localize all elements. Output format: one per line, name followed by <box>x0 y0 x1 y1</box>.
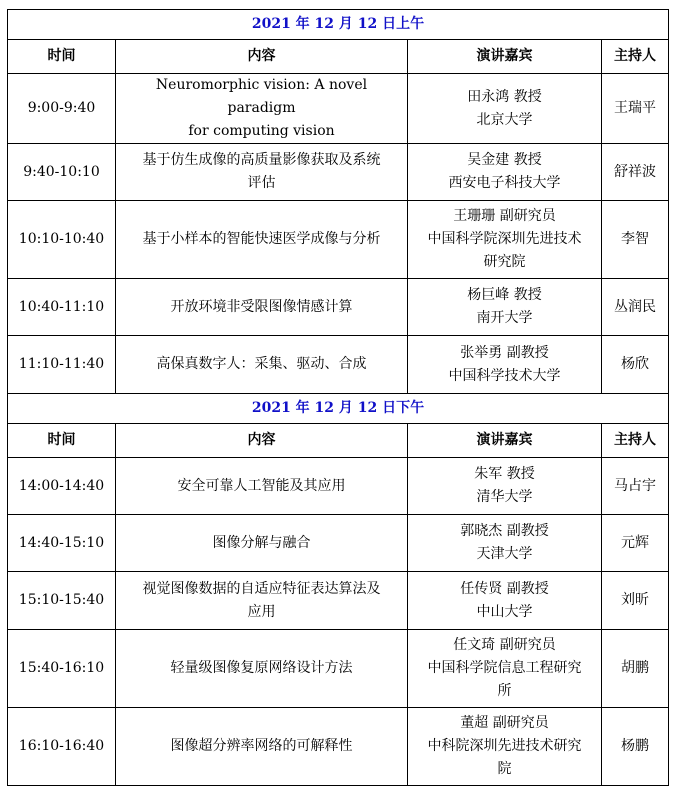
speaker-line: 中国科学技术大学 <box>448 367 561 384</box>
host-cell: 王瑞平 <box>602 74 669 144</box>
table-row <box>8 201 669 279</box>
speaker-cell <box>408 279 602 336</box>
speaker-line: 任文琦 副研究员 <box>453 637 556 653</box>
speaker-line: 天津大学 <box>476 546 533 562</box>
content-line: 开放环境非受限图像情感计算 <box>170 298 353 315</box>
speaker-line: 田永鸿 教授 <box>467 88 542 105</box>
table-row <box>8 279 669 336</box>
table-header-row <box>8 40 669 74</box>
content-cell <box>116 279 408 336</box>
content-line: 图像超分辨率网络的可解释性 <box>170 738 353 754</box>
content-line: for computing vision <box>188 123 335 139</box>
session-title: 2021 年 12 月 12 日上午 <box>8 10 669 40</box>
speaker-cell <box>408 708 602 786</box>
speaker-line: 院 <box>497 761 512 777</box>
content-line: Neuromorphic vision: A novel paradigm <box>155 77 368 116</box>
header-time: 时间 <box>8 40 116 74</box>
content-cell <box>116 630 408 708</box>
content-line: 应用 <box>247 603 276 620</box>
content-cell <box>116 515 408 572</box>
content-line: 图像分解与融合 <box>212 534 311 551</box>
time-cell: 11:10-11:40 <box>8 336 116 394</box>
speaker-cell <box>408 515 602 572</box>
speaker-line: 中国科学院深圳先进技术 <box>427 231 582 247</box>
header-content: 内容 <box>116 424 408 458</box>
content-line: 基于仿生成像的高质量影像获取及系统 <box>142 152 381 168</box>
content-cell <box>116 572 408 630</box>
speaker-line: 中山大学 <box>476 603 533 620</box>
host-cell: 马占宇 <box>602 458 669 515</box>
host-cell: 李智 <box>602 201 669 279</box>
speaker-cell <box>408 74 602 144</box>
content-line: 轻量级图像复原网络设计方法 <box>170 660 353 676</box>
time-cell: 14:40-15:10 <box>8 515 116 572</box>
content-cell <box>116 144 408 201</box>
time-cell: 10:40-11:10 <box>8 279 116 336</box>
host-cell: 杨欣 <box>602 336 669 394</box>
content-line: 安全可靠人工智能及其应用 <box>177 477 346 494</box>
time-cell: 10:10-10:40 <box>8 201 116 279</box>
session-title-row <box>8 394 669 424</box>
speaker-line: 张举勇 副教授 <box>460 344 549 361</box>
session-title-row <box>8 10 669 40</box>
speaker-line: 北京大学 <box>476 111 533 128</box>
header-speaker: 演讲嘉宾 <box>408 40 602 74</box>
schedule-table <box>7 9 669 786</box>
speaker-cell <box>408 336 602 394</box>
content-line: 视觉图像数据的自适应特征表达算法及 <box>142 580 381 597</box>
content-cell <box>116 458 408 515</box>
host-cell: 杨鹏 <box>602 708 669 786</box>
header-speaker: 演讲嘉宾 <box>408 424 602 458</box>
speaker-line: 任传贤 副教授 <box>460 580 549 597</box>
speaker-line: 王珊珊 副研究员 <box>453 208 556 224</box>
session-title: 2021 年 12 月 12 日下午 <box>8 394 669 424</box>
speaker-cell <box>408 572 602 630</box>
speaker-line: 中国科学院信息工程研究 <box>427 660 582 676</box>
speaker-line: 南开大学 <box>476 310 533 326</box>
time-cell: 16:10-16:40 <box>8 708 116 786</box>
host-cell: 刘昕 <box>602 572 669 630</box>
speaker-line: 杨巨峰 教授 <box>467 287 542 303</box>
table-row <box>8 458 669 515</box>
table-row <box>8 74 669 144</box>
content-line: 评估 <box>247 175 276 191</box>
speaker-line: 清华大学 <box>476 489 533 505</box>
header-host: 主持人 <box>602 424 669 458</box>
table-row <box>8 336 669 394</box>
time-cell: 15:40-16:10 <box>8 630 116 708</box>
speaker-cell <box>408 144 602 201</box>
content-cell <box>116 74 408 144</box>
time-cell: 15:10-15:40 <box>8 572 116 630</box>
host-cell: 元辉 <box>602 515 669 572</box>
time-cell: 9:40-10:10 <box>8 144 116 201</box>
content-line: 高保真数字人：采集、驱动、合成 <box>156 356 367 372</box>
host-cell: 胡鹏 <box>602 630 669 708</box>
time-cell: 14:00-14:40 <box>8 458 116 515</box>
table-row <box>8 515 669 572</box>
content-cell <box>116 336 408 394</box>
speaker-cell <box>408 458 602 515</box>
speaker-line: 董超 副研究员 <box>460 715 549 731</box>
table-row <box>8 630 669 708</box>
header-content: 内容 <box>116 40 408 74</box>
speaker-cell <box>408 630 602 708</box>
header-time: 时间 <box>8 424 116 458</box>
speaker-line: 西安电子科技大学 <box>448 175 561 191</box>
speaker-line: 研究院 <box>483 254 526 270</box>
speaker-line: 中科院深圳先进技术研究 <box>427 738 582 754</box>
table-row <box>8 144 669 201</box>
speaker-line: 朱军 教授 <box>474 466 535 482</box>
host-cell: 丛润民 <box>602 279 669 336</box>
table-row <box>8 572 669 630</box>
content-line: 基于小样本的智能快速医学成像与分析 <box>142 231 381 247</box>
header-host: 主持人 <box>602 40 669 74</box>
speaker-line: 吴金建 教授 <box>467 152 542 168</box>
content-cell <box>116 201 408 279</box>
speaker-line: 所 <box>497 683 512 699</box>
host-cell: 舒祥波 <box>602 144 669 201</box>
speaker-line: 郭晓杰 副教授 <box>460 523 549 539</box>
table-row <box>8 708 669 786</box>
table-header-row <box>8 424 669 458</box>
speaker-cell <box>408 201 602 279</box>
content-cell <box>116 708 408 786</box>
time-cell: 9:00-9:40 <box>8 74 116 144</box>
